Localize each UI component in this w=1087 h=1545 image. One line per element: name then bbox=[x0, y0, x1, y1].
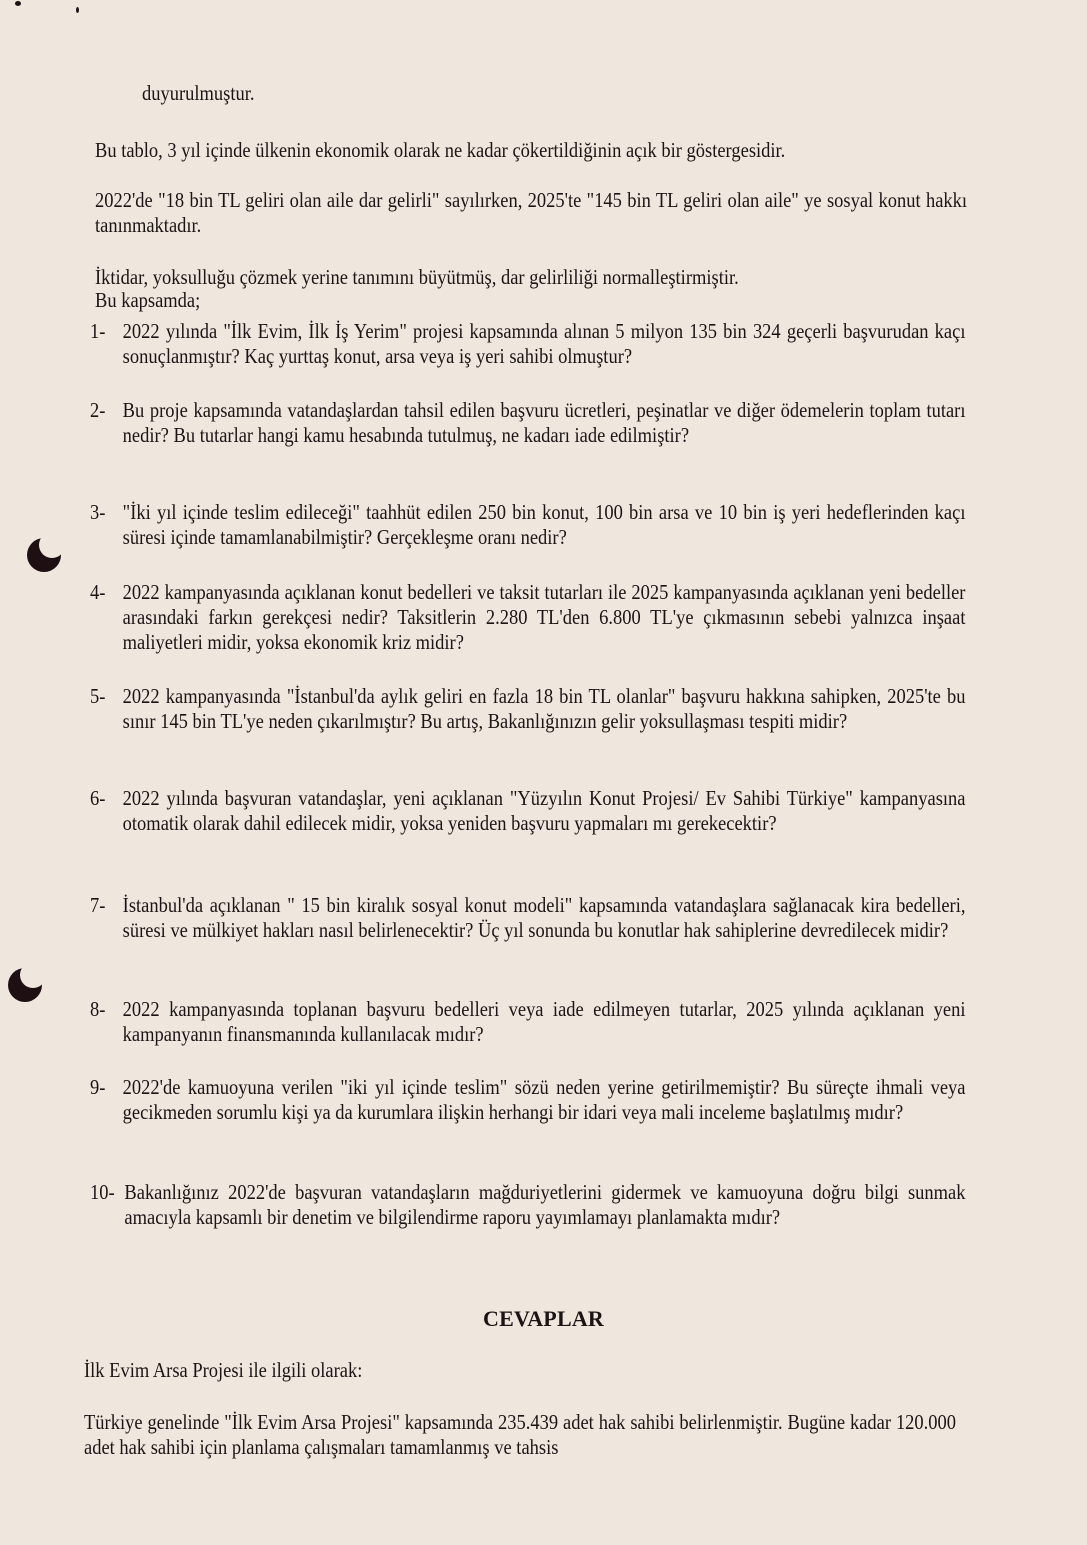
scan-speck bbox=[76, 7, 79, 13]
question-number: 3- bbox=[90, 500, 106, 524]
paragraph: İktidar, yoksulluğu çözmek yerine tanımını büyütmüş, dar gelirliliği normalleştirmiştir. bbox=[95, 265, 739, 289]
question-number: 7- bbox=[90, 893, 106, 917]
question-number: 6- bbox=[90, 786, 106, 810]
question-text: 2022 kampanyasında toplanan başvuru bedelleri veya iade edilmeyen tutarlar, 2025 yılında açıklanan yeni kampanyanın finansmanında kullanılacak mıdır? bbox=[122, 997, 966, 1046]
question-text: Bu proje kapsamında vatandaşlardan tahsil edilen başvuru ücretleri, peşinatlar ve diğer ödemelerin toplam tutarı nedir? Bu tutarlar hangi kamu hesabında tutulmuş, ne kadarı iade edilmiştir? bbox=[122, 398, 966, 447]
scan-speck bbox=[15, 1, 21, 6]
question-item bbox=[90, 398, 965, 448]
question-number: 1- bbox=[90, 319, 106, 343]
answers-intro: İlk Evim Arsa Projesi ile ilgili olarak: bbox=[84, 1358, 363, 1382]
question-item bbox=[90, 786, 965, 836]
question-text: İstanbul'da açıklanan " 15 bin kiralık sosyal konut modeli" kapsamında vatandaşlara sağlanacak kira bedelleri, süresi ve mülkiyet hakları nasıl belirlenecektir? Üç yıl sonunda bu konutlar hak sahiplerine devredilecek midir? bbox=[122, 893, 966, 942]
question-text: 2022'de kamuoyuna verilen "iki yıl içinde teslim" sözü neden yerine getirilmemiştir? Bu süreçte ihmali veya gecikmeden sorumlu kişi ya da kurumlara ilişkin herhangi bir idari veya mali inceleme başlatılmış mıdır? bbox=[122, 1075, 966, 1124]
question-item bbox=[90, 1075, 965, 1125]
question-number: 8- bbox=[90, 997, 106, 1021]
question-number: 4- bbox=[90, 580, 106, 604]
question-item bbox=[90, 997, 965, 1047]
question-item bbox=[90, 1180, 965, 1230]
question-text: "İki yıl içinde teslim edileceği" taahhüt edilen 250 bin konut, 100 bin arsa ve 10 bin iş yeri hedeflerinden kaçı süresi içinde tamamlanabilmiştir? Gerçekleşme oranı nedir? bbox=[122, 500, 966, 549]
punch-hole-icon bbox=[8, 968, 42, 1002]
question-item bbox=[90, 500, 965, 550]
paragraph: 2022'de "18 bin TL geliri olan aile dar gelirli" sayılırken, 2025'te "145 bin TL geliri olan aile" ye sosyal konut hakkı tanınmaktadır. bbox=[95, 188, 968, 237]
question-text: 2022 yılında başvuran vatandaşlar, yeni açıklanan "Yüzyılın Konut Projesi/ Ev Sahibi Türkiye" kampanyasına otomatik olarak dahil edilecek midir, yoksa yeniden başvuru yapmaları mı gerekecektir? bbox=[122, 786, 966, 835]
question-item bbox=[90, 684, 965, 734]
answers-paragraph: Türkiye genelinde "İlk Evim Arsa Projesi" kapsamında 235.439 adet hak sahibi belirlenmiştir. Bugüne kadar 120.000 adet hak sahibi için planlama çalışmaları tamamlanmış ve tahsis bbox=[84, 1410, 957, 1459]
punch-hole-icon bbox=[27, 538, 61, 572]
paragraph: Bu kapsamda; bbox=[95, 288, 201, 312]
intro-tail: duyurulmuştur. bbox=[142, 81, 255, 105]
question-number: 10- bbox=[90, 1180, 115, 1204]
question-number: 9- bbox=[90, 1075, 106, 1099]
question-item bbox=[90, 319, 965, 369]
question-text: Bakanlığınız 2022'de başvuran vatandaşların mağduriyetlerini gidermek ve kamuoyuna doğru bilgi sunmak amacıyla kapsamlı bir denetim ve bilgilendirme raporu yayımlamayı planlamakta mıdır? bbox=[124, 1180, 966, 1229]
question-number: 2- bbox=[90, 398, 106, 422]
question-item bbox=[90, 893, 965, 943]
question-text: 2022 yılında "İlk Evim, İlk İş Yerim" projesi kapsamında alınan 5 milyon 135 bin 324 geçerli başvurudan kaçı sonuçlanmıştır? Kaç yurttaş konut, arsa veya iş yeri sahibi olmuştur? bbox=[122, 319, 966, 368]
answers-heading: CEVAPLAR bbox=[483, 1306, 604, 1331]
question-text: 2022 kampanyasında açıklanan konut bedelleri ve taksit tutarları ile 2025 kampanyasında açıklanan yeni bedeller arasındaki farkın gerekçesi nedir? Taksitlerin 2.280 TL'den 6.800 TL'ye çıkmasının sebebi yalnızca inşaat maliyetleri midir, yoksa ekonomik kriz midir? bbox=[122, 580, 966, 654]
question-text: 2022 kampanyasında "İstanbul'da aylık geliri en fazla 18 bin TL olanlar" başvuru hakkına sahipken, 2025'te bu sınır 145 bin TL'ye neden çıkarılmıştır? Bu artış, Bakanlığınızın gelir yoksullaşması tespiti midir? bbox=[122, 684, 966, 733]
question-item bbox=[90, 580, 965, 655]
paragraph: Bu tablo, 3 yıl içinde ülkenin ekonomik olarak ne kadar çökertildiğinin açık bir göstergesidir. bbox=[95, 138, 786, 162]
question-number: 5- bbox=[90, 684, 106, 708]
